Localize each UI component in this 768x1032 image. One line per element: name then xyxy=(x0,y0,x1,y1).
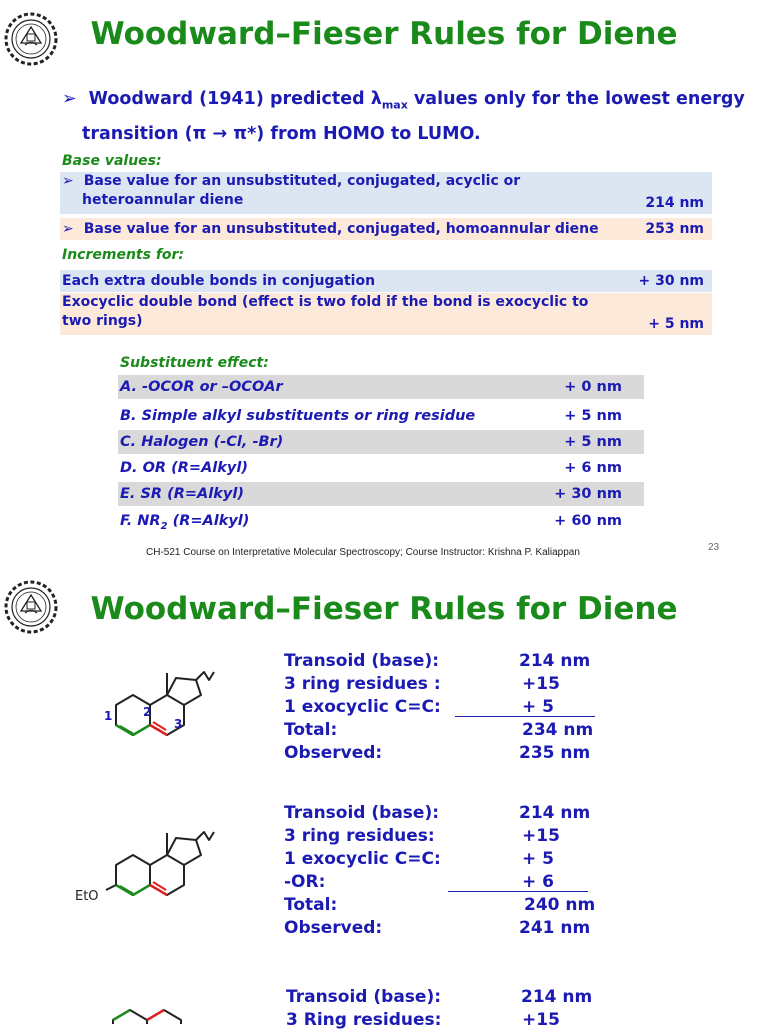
footer-course-info: CH-521 Course on Interpretative Molecular Spectroscopy; Course Instructor: Krishna P. Kaliappan xyxy=(146,547,580,558)
base-row-value: 214 nm xyxy=(645,195,704,211)
substituent-row xyxy=(118,509,644,533)
substituent-value: + 0 nm xyxy=(564,379,622,395)
substituent-effect-label: Substituent effect: xyxy=(120,355,269,371)
substituent-row xyxy=(118,482,644,506)
substituent-value: + 6 nm xyxy=(564,460,622,476)
example-2-calculation xyxy=(284,802,604,940)
calc-value: 241 nm xyxy=(519,918,591,938)
substituent-label xyxy=(118,513,250,532)
substituent-label-b: (R=Alkyl) xyxy=(167,513,250,529)
base-values-label: Base values: xyxy=(62,153,162,169)
substituent-label: A. -OCOR or –OCOAr xyxy=(120,379,283,395)
sum-underline xyxy=(448,891,588,892)
intro-line-2: transition (π → π*) from HOMO to LUMO. xyxy=(82,123,481,144)
base-row-line1: Base value for an unsubstituted, conjugated, acyclic or xyxy=(83,173,521,189)
increment-row-value: + 30 nm xyxy=(638,273,704,289)
increment-row-line1: Each extra double bonds in conjugation xyxy=(62,273,376,289)
calc-value: 240 nm xyxy=(524,895,596,915)
intro-paragraph xyxy=(62,85,745,148)
calc-value: 214 nm xyxy=(519,651,591,671)
substituent-label: E. SR (R=Alkyl) xyxy=(120,486,244,502)
intro-text-a: Woodward (1941) predicted xyxy=(88,89,371,109)
base-row-line1: Base value for an unsubstituted, conjugated, homoannular diene xyxy=(83,221,599,237)
calc-label: Transoid (base): xyxy=(284,803,440,823)
calc-value: + 5 xyxy=(522,849,554,869)
substituent-value: + 60 nm xyxy=(554,513,622,529)
calc-label: Observed: xyxy=(284,743,383,763)
substituent-value: + 30 nm xyxy=(554,486,622,502)
substituent-row xyxy=(118,404,644,428)
calc-label: 1 exocyclic C=C: xyxy=(284,697,441,717)
arrow-bullet-icon: ➢ xyxy=(62,173,74,189)
increment-row-line2: two rings) xyxy=(62,313,143,329)
increments-label: Increments for: xyxy=(62,247,185,263)
calc-value: 214 nm xyxy=(519,803,591,823)
substituent-row xyxy=(118,430,644,454)
atom-label: 3 xyxy=(174,717,183,731)
calc-label: Observed: xyxy=(284,918,383,938)
example-1-calculation xyxy=(284,650,604,765)
calc-label: 1 exocyclic C=C: xyxy=(284,849,441,869)
substituent-label: C. Halogen (-Cl, -Br) xyxy=(120,434,284,450)
slide-title: Woodward–Fieser Rules for Diene xyxy=(90,16,678,52)
substituent-label-sub: 2 xyxy=(160,520,168,532)
page-number: 23 xyxy=(708,542,720,553)
steroid-diene-structure-2 xyxy=(70,820,230,910)
calc-value: 235 nm xyxy=(519,743,591,763)
lambda-subscript: max xyxy=(381,98,408,112)
substituent-row xyxy=(118,375,644,399)
increment-row-exocyclic xyxy=(60,293,712,335)
slide-title: Woodward–Fieser Rules for Diene xyxy=(90,591,678,627)
base-row-line2: heteroannular diene xyxy=(82,192,244,208)
calc-label: 3 ring residues : xyxy=(284,674,441,694)
calc-label: Transoid (base): xyxy=(284,651,440,671)
calc-value: +15 xyxy=(522,1010,560,1030)
arrow-bullet-icon: ➢ xyxy=(62,89,77,109)
substituent-value: + 5 nm xyxy=(564,434,622,450)
substituent-row xyxy=(118,456,644,480)
base-row-value: 253 nm xyxy=(645,221,704,237)
calc-value: +15 xyxy=(522,826,560,846)
intro-text-b: values only for the lowest energy xyxy=(407,89,745,109)
steroid-diene-structure-1 xyxy=(96,660,226,750)
substituent-label: D. OR (R=Alkyl) xyxy=(120,460,248,476)
ethoxy-label: EtO xyxy=(75,889,99,904)
base-row-acyclic xyxy=(60,172,712,214)
calc-value: +15 xyxy=(522,674,560,694)
increment-row-line1: Exocyclic double bond (effect is two fold if the bond is exocyclic to xyxy=(62,294,589,310)
lambda-symbol: λ xyxy=(370,89,382,109)
calc-value: + 6 xyxy=(522,872,554,892)
calc-label: Transoid (base): xyxy=(286,987,442,1007)
base-row-homoannular xyxy=(60,218,712,240)
example-3-calculation xyxy=(286,986,606,1032)
atom-label: 2 xyxy=(143,705,152,719)
calc-value: + 5 xyxy=(522,697,554,717)
calc-label: Total: xyxy=(284,720,338,740)
sum-underline xyxy=(455,716,595,717)
substituent-label-a: F. NR xyxy=(120,513,161,529)
atom-label: 1 xyxy=(104,709,113,723)
steroid-diene-structure-3 xyxy=(108,998,208,1024)
calc-value: 214 nm xyxy=(521,987,593,1007)
calc-label: 3 ring residues: xyxy=(284,826,435,846)
calc-label: -OR: xyxy=(284,872,326,892)
calc-label: 3 Ring residues: xyxy=(286,1010,442,1030)
substituent-label: B. Simple alkyl substituents or ring residue xyxy=(120,408,476,424)
arrow-bullet-icon: ➢ xyxy=(62,221,74,237)
increment-row-value: + 5 nm xyxy=(648,316,704,332)
increment-row-conjugation xyxy=(60,270,712,292)
substituent-value: + 5 nm xyxy=(564,408,622,424)
calc-value: 234 nm xyxy=(522,720,594,740)
calc-label: Total: xyxy=(284,895,338,915)
